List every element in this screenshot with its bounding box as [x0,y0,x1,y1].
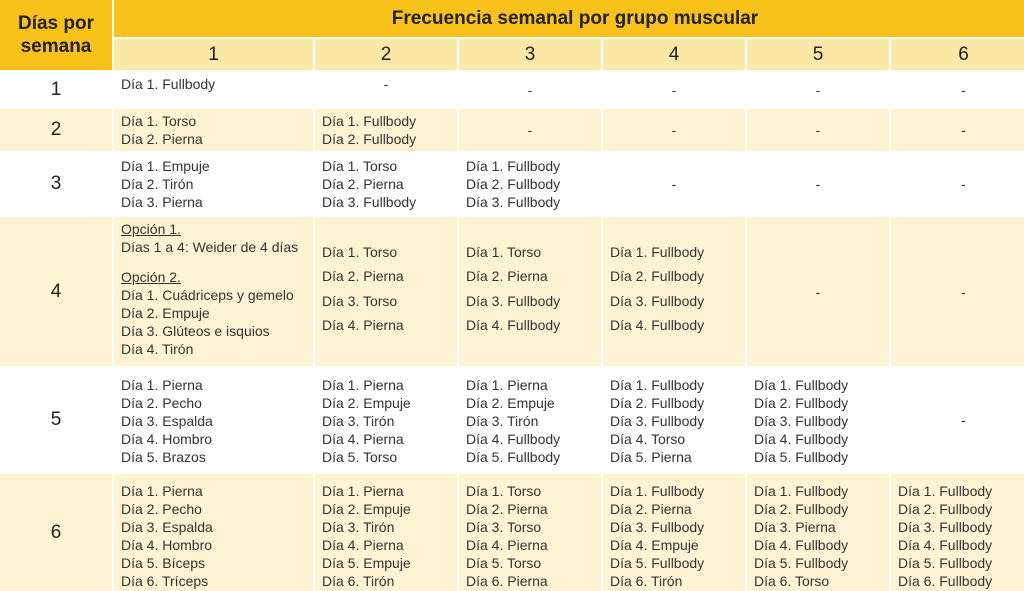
cell-line: Día 3. Espalda [121,519,213,535]
option-title: Opción 2. [121,269,181,285]
cell-line: Día 2. Pierna [466,268,548,284]
cell-line: Día 4. Pierna [466,537,548,553]
cell-line: Día 2. Fullbody [754,395,849,411]
column-header-label: 1 [208,43,219,65]
empty-cell: - [459,109,601,151]
cell-line: Día 2. Empuje [121,305,210,321]
schedule-cell [315,109,457,151]
schedule-cell [315,153,457,215]
schedule-cell [114,368,313,472]
column-header-label: 3 [524,43,536,65]
cell-line: Día 1. Empuje [121,158,210,174]
cell-line: Día 4. Pierna [322,431,404,447]
cell-line: Día 6. Fullbody [898,573,993,589]
cell-line: Día 1. Fullbody [898,483,993,499]
schedule-cell [315,368,457,472]
cell-line: Día 1. Cuádriceps y gemelo [121,287,294,303]
cell-line: Día 2. Fullbody [610,268,705,284]
cell-line: Día 4. Fullbody [898,537,993,553]
cell-line: Día 3. Glúteos e isquios [121,323,270,339]
cell-line: Día 2. Pierna [322,268,404,284]
cell-line: Día 2. Empuje [322,501,411,517]
schedule-cell [603,474,745,591]
cell-line: Día 4. Pierna [322,537,404,553]
cell-line: Día 2. Fullbody [322,131,417,147]
empty-cell: - [603,153,745,215]
schedule-cell [315,217,457,366]
column-header-3 [459,39,601,70]
cell-line: Día 2. Pierna [121,131,203,147]
cell-line: Día 4. Tirón [121,341,194,357]
cell-line: Día 5. Empuje [322,555,411,571]
cell-line: Día 1. Fullbody [121,76,216,92]
cell-line: Día 3. Espalda [121,413,213,429]
cell-line: Día 4. Fullbody [754,431,849,447]
cell-line: Día 3. Tirón [466,413,539,429]
empty-cell: - [891,109,1024,151]
schedule-cell [747,474,889,591]
cell-line: Día 5. Fullbody [610,555,705,571]
column-header-label: 6 [958,43,969,65]
cell-line: Día 6. Tríceps [121,573,209,589]
cell-line: Días 1 a 4: Weider de 4 días [121,239,299,255]
cell-line: Día 1. Torso [466,243,542,260]
cell-line: Día 3. Pierna [121,194,203,210]
column-header-label: 4 [668,43,680,65]
cell-line: Día 5. Pierna [610,449,692,465]
schedule-cell [459,153,601,215]
empty-cell: - [459,72,601,107]
schedule-cell [459,474,601,591]
cell-line: Día 1. Fullbody [610,243,705,260]
empty-cell: - [891,72,1024,107]
schedule-cell [603,217,745,366]
row-header-5: 5 [0,368,112,472]
column-header-1 [114,39,313,70]
cell-line: Día 3. Fullbody [322,194,417,210]
schedule-cell [747,368,889,472]
cell-line: Día 5. Fullbody [466,449,561,465]
cell-line: Día 1. Torso [121,113,197,129]
cell-line: Día 1. Fullbody [322,113,417,129]
cell-line: Día 5. Torso [322,449,398,465]
column-header-6 [891,39,1024,70]
schedule-cell [114,72,313,107]
schedule-cell [891,474,1024,591]
cell-line: Día 4. Fullbody [466,317,561,333]
option-title: Opción 1. [121,221,181,237]
cell-line: Día 6. Tirón [610,573,683,589]
cell-line: Día 2. Empuje [466,395,555,411]
cell-line: Día 2. Pecho [121,395,202,411]
cell-line: Día 3. Fullbody [898,519,993,535]
cell-line: Día 4. Pierna [322,317,404,333]
row-header-4: 4 [0,217,112,366]
cell-line: Día 3. Fullbody [610,413,705,429]
column-header-2 [315,39,457,70]
cell-line: Día 3. Fullbody [610,519,705,535]
empty-cell: - [891,153,1024,215]
empty-cell: - [891,368,1024,472]
corner-header-label: Días por semana [17,13,95,57]
cell-line: Día 6. Pierna [466,573,548,589]
column-header-4 [603,39,745,70]
cell-line: Día 3. Fullbody [610,292,705,309]
cell-line: Día 3. Fullbody [754,413,849,429]
cell-line: Día 2. Pierna [322,176,404,192]
row-header-1: 1 [0,72,112,107]
cell-line: Día 4. Empuje [610,537,699,553]
row-header-3: 3 [0,153,112,215]
cell-line: Día 2. Pecho [121,501,202,517]
empty-cell: - [891,217,1024,366]
cell-line: Día 2. Empuje [322,395,411,411]
cell-line: Día 4. Fullbody [610,317,705,333]
cell-line: Día 2. Fullbody [466,176,561,192]
empty-cell: - [747,72,889,107]
cell-line: Día 2. Pierna [466,501,548,517]
cell-line: Día 6. Torso [754,573,830,589]
cell-line: Día 2. Pierna [610,501,692,517]
schedule-cell [114,474,313,591]
empty-cell: - [747,153,889,215]
cell-line: Día 1. Torso [322,243,398,260]
cell-line: Día 5. Brazos [121,449,206,465]
empty-cell: - [603,72,745,107]
cell-line: Día 4. Fullbody [466,431,561,447]
cell-line: Día 4. Fullbody [754,537,849,553]
schedule-cell [603,368,745,472]
column-header-label: 5 [812,43,824,65]
cell-line: Día 2. Fullbody [754,501,849,517]
schedule-cell [114,153,313,215]
cell-line: Día 1. Fullbody [466,158,561,174]
corner-header [0,0,112,70]
spacer [121,256,313,268]
cell-line: Día 1. Fullbody [610,483,705,499]
cell-line: Día 3. Torso [466,519,542,535]
cell-line: Día 4. Torso [610,431,686,447]
column-header-5 [747,39,889,70]
cell-line: Día 3. Tirón [322,413,395,429]
empty-cell: - [315,72,457,107]
cell-line: Día 1. Fullbody [610,377,705,393]
cell-line: Día 2. Fullbody [898,501,993,517]
cell-line: Día 1. Torso [466,483,542,499]
cell-line: Día 6. Tirón [322,573,395,589]
schedule-cell [459,368,601,472]
cell-line: Día 3. Tirón [322,519,395,535]
table-title [114,0,1024,37]
row-header-2: 2 [0,109,112,151]
cell-line: Día 5. Torso [466,555,542,571]
cell-line: Día 1. Fullbody [754,483,849,499]
options-cell [114,217,313,366]
cell-line: Día 5. Fullbody [898,555,993,571]
table-title-label: Frecuencia semanal por grupo muscular [391,7,759,29]
cell-line: Día 3. Pierna [754,519,836,535]
schedule-cell [114,109,313,151]
cell-line: Día 1. Fullbody [754,377,849,393]
empty-cell: - [603,109,745,151]
cell-line: Día 3. Fullbody [466,292,561,309]
empty-cell: - [747,109,889,151]
cell-line: Día 1. Pierna [322,483,404,499]
cell-line: Día 5. Fullbody [754,555,849,571]
cell-line: Día 1. Pierna [121,483,203,499]
cell-line: Día 2. Tirón [121,176,194,192]
row-header-6: 6 [0,474,112,591]
cell-line: Día 5. Fullbody [754,449,849,465]
empty-cell: - [747,217,889,366]
schedule-cell [315,474,457,591]
cell-line: Día 1. Pierna [322,377,404,393]
cell-line: Día 2. Fullbody [610,395,705,411]
schedule-cell [459,217,601,366]
cell-line: Día 4. Hombro [121,431,213,447]
cell-line: Día 1. Pierna [121,377,203,393]
cell-line: Día 1. Torso [322,158,398,174]
cell-line: Día 3. Torso [322,292,398,309]
cell-line: Día 4. Hombro [121,537,213,553]
cell-line: Día 1. Pierna [466,377,548,393]
column-header-label: 2 [380,43,392,65]
cell-line: Día 5. Bíceps [121,555,206,571]
cell-line: Día 3. Fullbody [466,194,561,210]
